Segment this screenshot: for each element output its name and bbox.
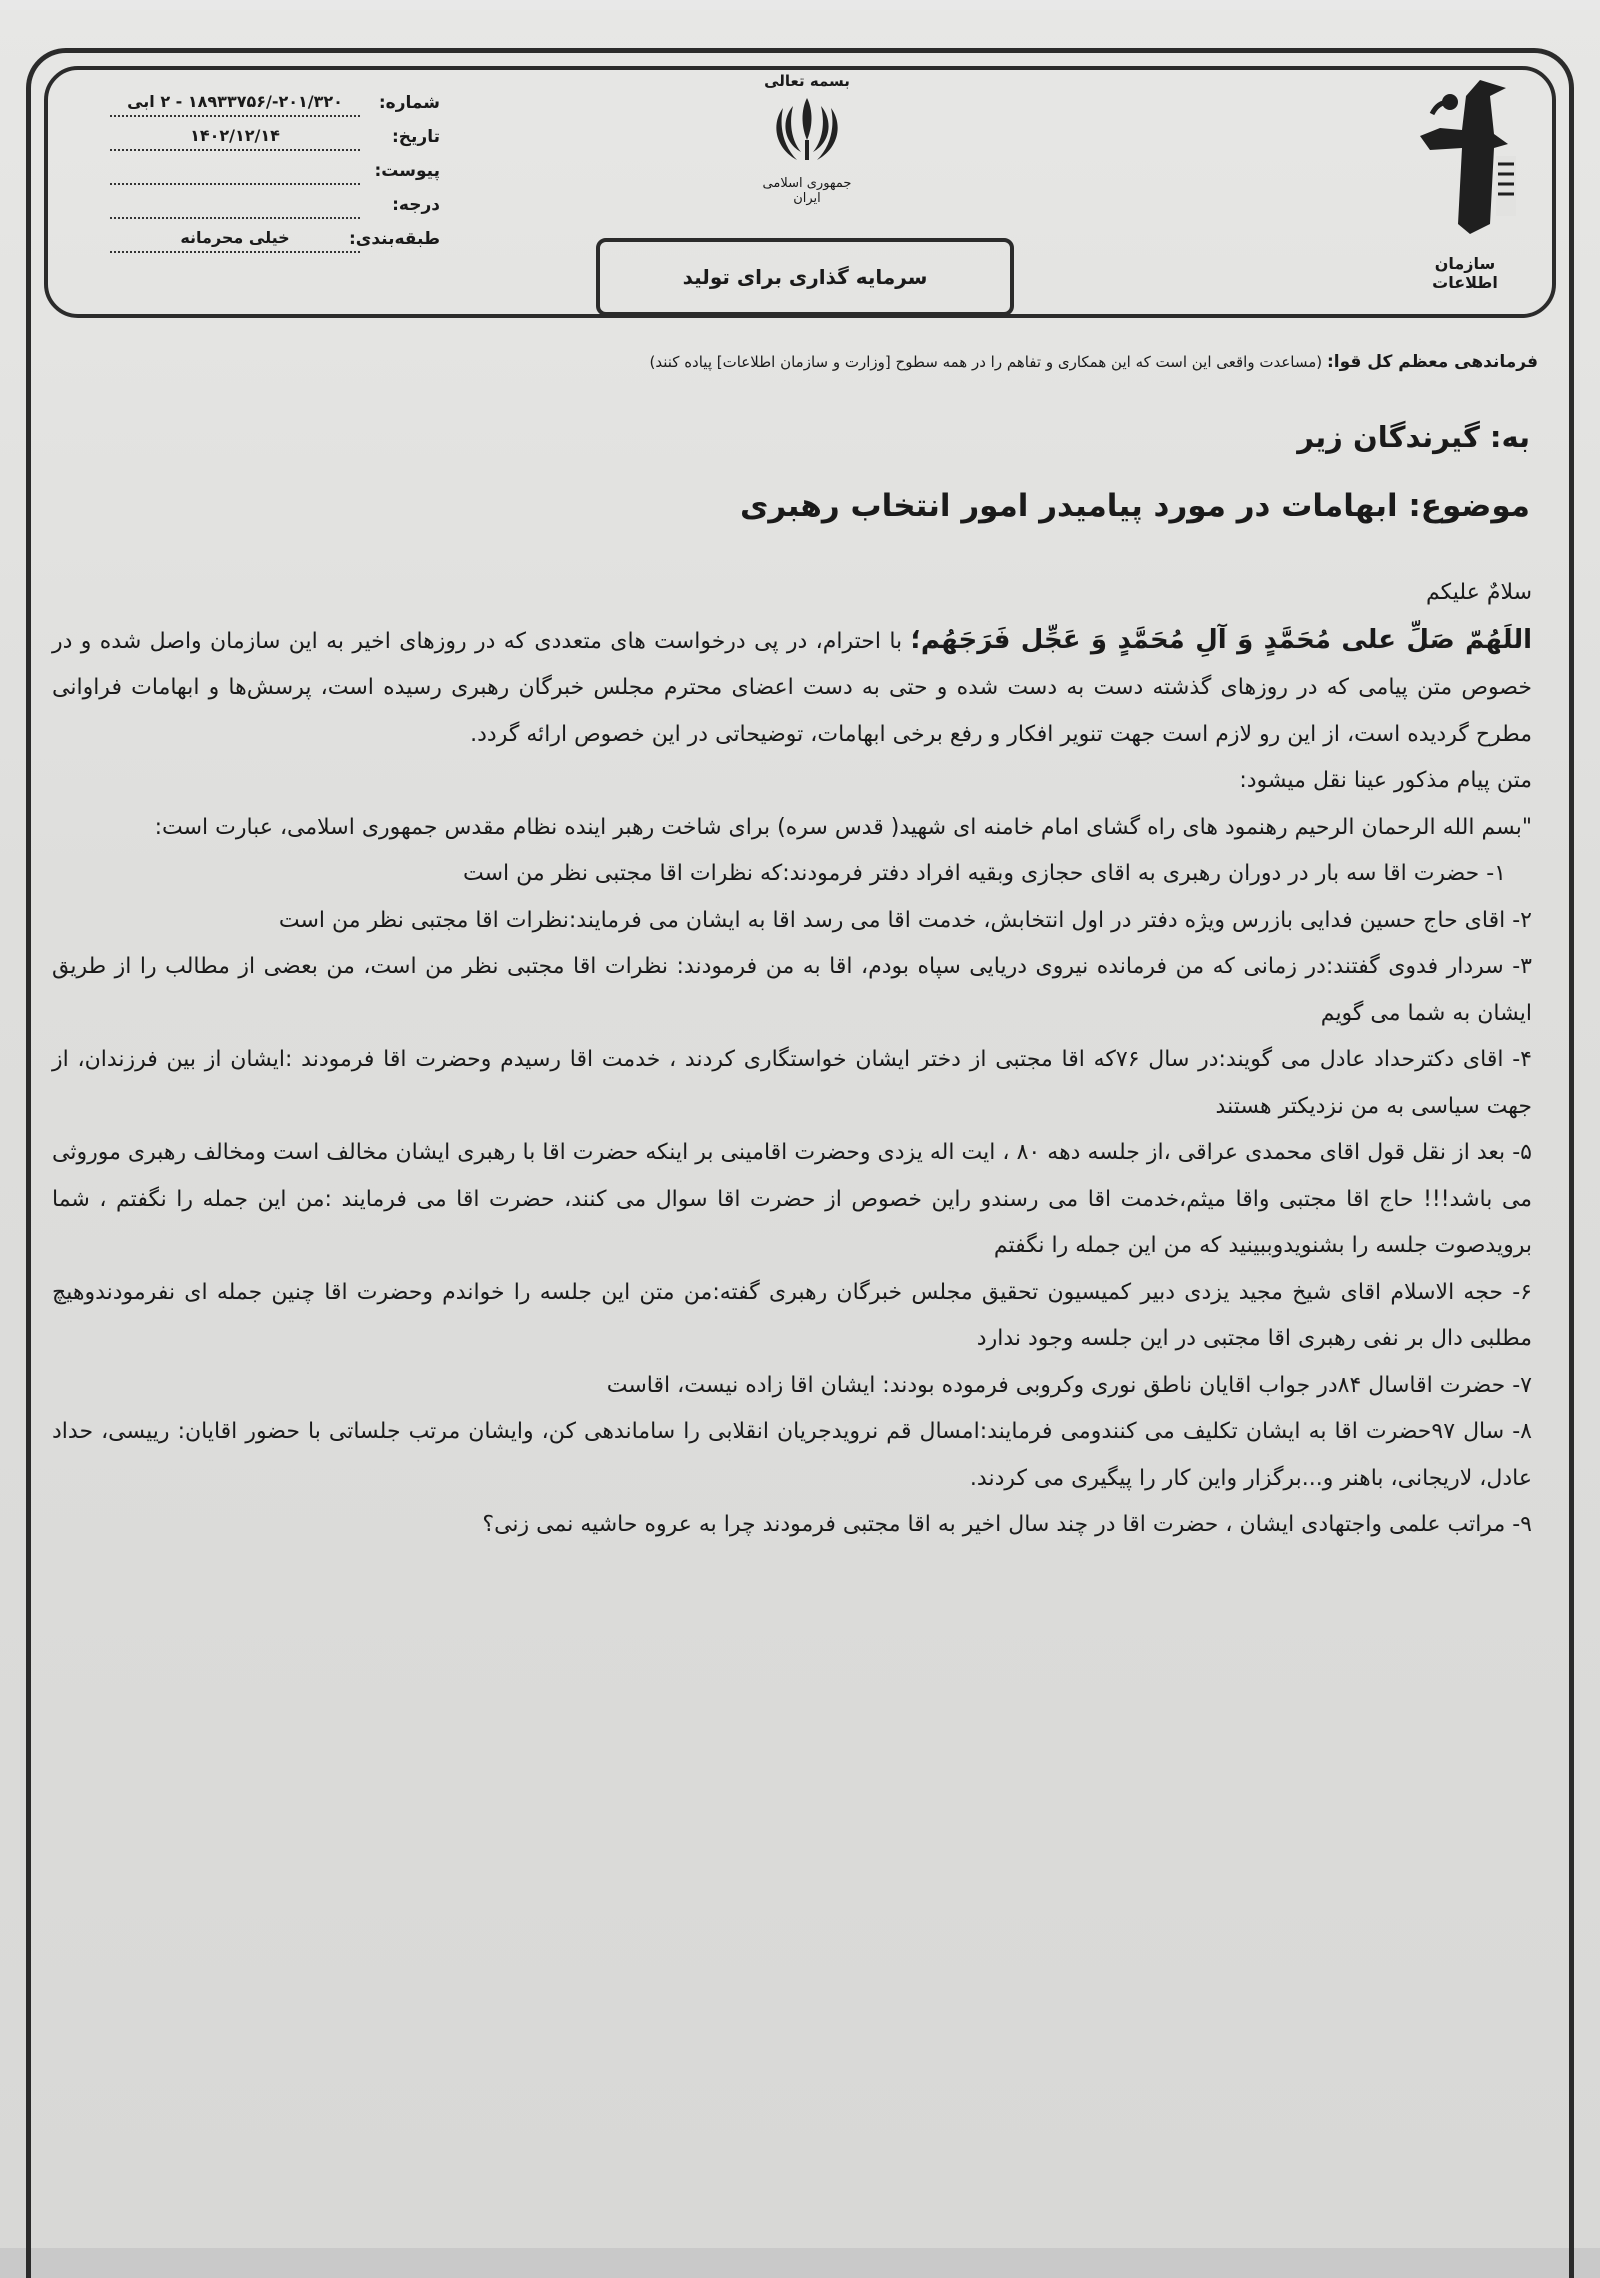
meta-label: شماره:: [378, 93, 440, 113]
quote-prefix: فرماندهی معظم کل قوا:: [1326, 352, 1538, 372]
letter-body: [52, 570, 1532, 1549]
list-item: ۹- مراتب علمی واجتهادی ایشان ، حضرت اقا در چند سال اخیر به اقا مجتبی فرمودند چرا به عروه حاشیه نمی زنی؟: [482, 1512, 1532, 1537]
meta-label: طبقه‌بندی:: [348, 229, 440, 249]
top-bar: [0, 0, 1600, 10]
leader-quote: [178, 352, 1538, 372]
greeting: سلامٌ علیکم: [1425, 580, 1532, 605]
meta-date-row: [110, 120, 440, 154]
meta-value: [110, 191, 360, 219]
list-item: ۵- بعد از نقل قول اقای محمدی عراقی ،از جلسه دهه ۸۰ ، ایت اله یزدی وحضرت اقامینی بر اینکه حضرت اقا با رهبری ایشان مخالف است ومخالف رهبری موروثی می باشد!!! حاج اقا مجتبی واقا میثم،خدمت اقا می رسندو راین خصوص از حضرت اقا سوال می کنند، حضرت اقا می فرمایند :من این جمله را نگفتم ، شما بروید‌صوت جلسه را بشنویدوببینید که من این جمله را نگفتم: [52, 1140, 1532, 1258]
iran-emblem-icon: [767, 90, 847, 170]
meta-value: ۱۴۰۲/۱۲/۱۴: [110, 123, 360, 151]
meta-attachment-row: [110, 154, 440, 188]
meta-value: [110, 157, 360, 185]
meta-classification-row: [110, 222, 440, 256]
meta-label: تاریخ:: [392, 127, 440, 147]
meta-label: درجه:: [392, 195, 440, 215]
meta-value: ۲۰۱/۳۲۰-/۱۸۹۳۳۷۵۶ - ۲ ابی: [110, 89, 360, 117]
document-page: [0, 10, 1600, 2248]
quote-text: (مساعدت واقعی این است که این همکاری و تفاهم را در همه سطوح [وزارت و سازمان اطلاعات] پیاده کنند): [649, 353, 1323, 371]
recipients-line: به: گیرندگان زیر: [1297, 420, 1530, 454]
salawat: اللَهُمّ صَلِّ علی مُحَمَّدٍ وَ آلِ مُحَمَّدٍ وَ عَجِّل فَرَجَهُم؛: [910, 624, 1532, 655]
irgc-logo-icon: [1410, 74, 1520, 244]
list-item: ۶- حجه الاسلام اقای شیخ مجید یزدی دبیر کمیسیون تحقیق مجلس خبرگان رهبری گفته:من متن این جلسه را خواندم وحضرت اقا چنین جمله ای نفرمودندوهیچ مطلبی دال بر نفی رهبری اقا مجتبی در این جلسه وجود ندارد: [52, 1279, 1532, 1351]
meta-number-row: [110, 86, 440, 120]
emblem-bottom-text: جمهوری اسلامی ایران: [762, 176, 852, 206]
quoted-opening: "بسم الله الرحمان الرحیم رهنمود های راه گشای امام خامنه ای شهید( قدس سره) برای شاخت رهبر اینده نظام مقدس جمهوری اسلامی، عبارت است:: [154, 814, 1532, 840]
intro-paragraph: [52, 617, 1532, 759]
iran-emblem: [752, 72, 862, 222]
list-item: ۱- حضرت اقا سه بار در دوران رهبری به اقای حجازی وبقیه افراد دفتر فرمودند:که نظرات اقا مجتبی نظر من است: [462, 861, 1506, 886]
quoted-intro: متن پیام مذکور عینا نقل میشود:: [1239, 768, 1532, 793]
list-item: ۸- سال ۹۷حضرت اقا به ایشان تکلیف می کنندومی فرمایند:امسال قم نرویدجریان انقلابی را ساماندهی کن، وایشان مرتب جلساتی با حضور اقایان: رییسی، حداد عادل، لاریجانی، باهنر و...برگزار واین کار را پیگیری می کردند.: [52, 1419, 1532, 1491]
logo-caption: سازمان اطلاعات: [1432, 254, 1498, 292]
list-item: ۲- اقای حاج حسین فدایی بازرس ویژه دفتر در اول انتخابش، خدمت اقا می رسد اقا به ایشان می فرمایند:نظرات اقا مجتبی نظر من است: [278, 907, 1532, 933]
subject-line: موضوع: ابهامات در مورد پیامیدر امور انتخاب رهبری: [739, 488, 1530, 524]
list-item: ۳- سردار فدوی گفتند:در زمانی که من فرمانده نیروی دریایی سپاه بودم، اقا به من فرمودند: نظرات اقا مجتبی نظر من است، من بعضی از مطالب را از طریق ایشان به شما می گویم: [52, 954, 1532, 1026]
letter-metadata: [110, 86, 440, 256]
meta-priority-row: [110, 188, 440, 222]
intro-text: با احترام، در پی درخواست های متعددی که در روزهای اخیر به این سازمان واصل شده و در خصوص متن پیامی که در روزهای گذشته دست به دست شده و حتی به دست اعضای محترم مجلس خبرگان رهبری رسیده است، پرسش‌ها و ابهامات فراوانی مطرح گردیده است، از این رو لازم است جهت تنویر افکار و رفع برخی ابهامات، توضیحاتی در این خصوص ارائه گردد.: [52, 628, 1532, 747]
meta-label: پیوست:: [374, 161, 440, 181]
slogan-box: سرمایه گذاری برای تولید: [596, 238, 1014, 316]
irgc-logo: [1400, 74, 1530, 294]
list-item: ۴- اقای دکترحداد عادل می گویند:در سال ۷۶که اقا مجتبی از دختر ایشان خواستگاری کردند ، خدمت اقا رسیدم وحضرت اقا فرمودند :ایشان از بین فرزندان، از جهت سیاسی به من نزدیکتر هستند: [52, 1047, 1532, 1119]
meta-value: خیلی محرمانه: [110, 225, 360, 253]
emblem-top-text: بسمه تعالی: [764, 72, 850, 90]
list-item: ۷- حضرت اقاسال ۸۴در جواب اقایان ناطق نوری وکروبی فرموده بودند: ایشان اقا زاده نیست، اقاست: [606, 1372, 1532, 1398]
